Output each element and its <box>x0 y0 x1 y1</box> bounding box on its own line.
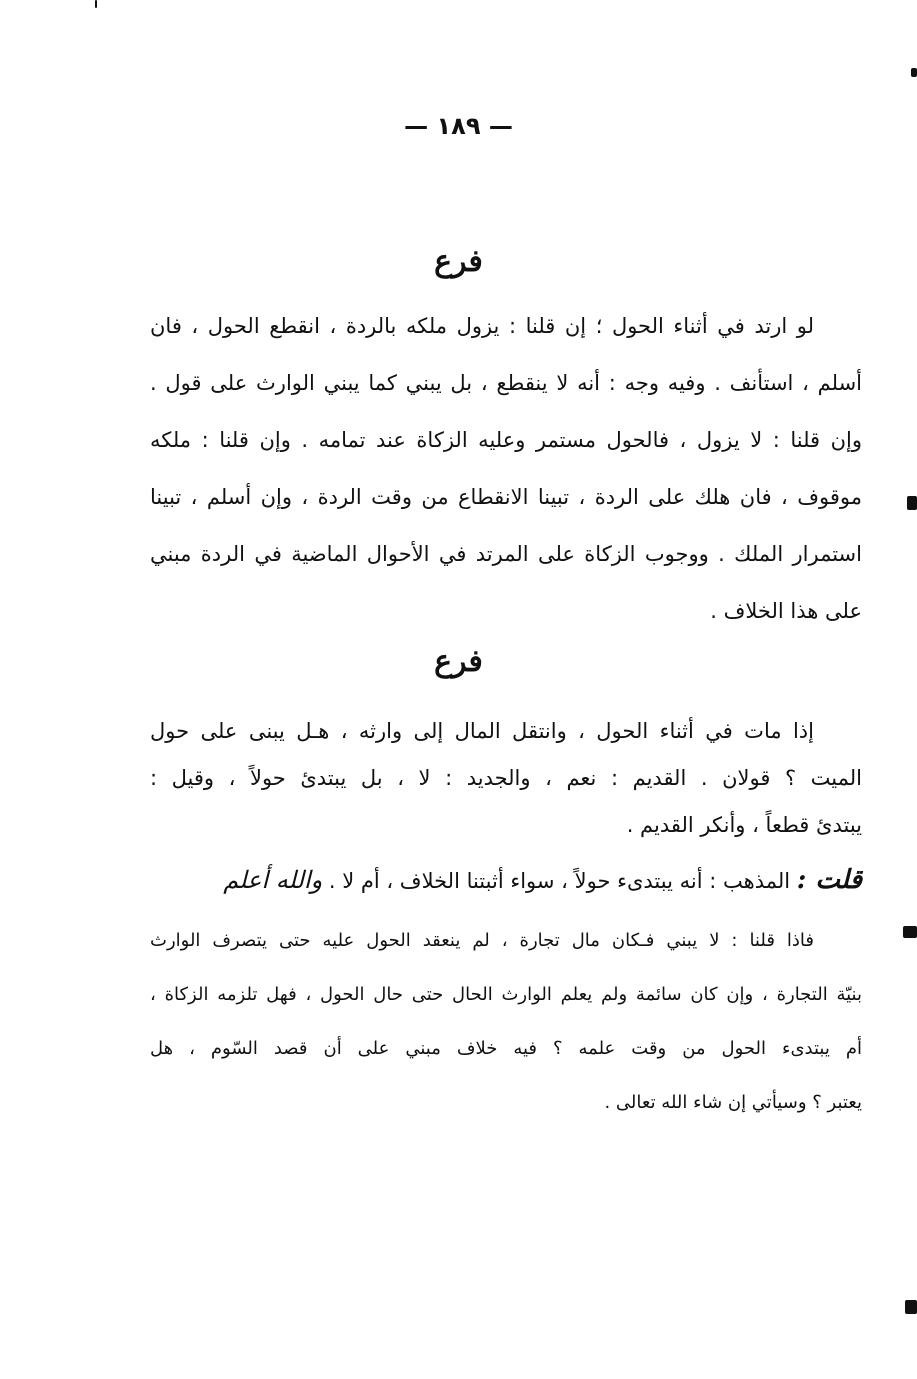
footnote-line: بنيّة التجارة ، وإن كان سائمة ولم يعلم الوارث الحال حتى حال الحول ، فهل تلزمه الزكاة ، <box>150 984 862 1005</box>
footnote-line: فاذا قلنا : لا يبني فـكان مال تجارة ، لم ينعقد الحول عليه حتى يتصرف الوارث <box>150 930 814 951</box>
edge-mark <box>911 68 917 77</box>
text-line: موقوف ، فان هلك على الردة ، تبينا الانقطاع من وقت الردة ، وإن أسلم ، تبينا <box>150 485 862 509</box>
edge-mark <box>95 0 97 8</box>
edge-mark <box>905 1300 917 1314</box>
note-body: المذهب : أنه يبتدىء حولاً ، سواء أثبتنا الخلاف ، أم لا . <box>328 869 791 893</box>
edge-mark <box>903 926 917 938</box>
page-number: — ١٨٩ — <box>404 112 513 140</box>
text-line: لو ارتد في أثناء الحول ؛ إن قلنا : يزول ملكه بالردة ، انقطع الحول ، فان <box>150 314 814 338</box>
note-prefix: قلت : <box>796 865 862 895</box>
text-line: أسلم ، استأنف . وفيه وجه : أنه لا ينقطع ، بل يبني كما يبني الوارث على قول . <box>150 371 862 395</box>
section-body <box>150 708 862 849</box>
section-body <box>150 298 862 640</box>
section-heading: فرع <box>434 644 483 679</box>
text-line: على هذا الخلاف . <box>710 599 862 623</box>
edge-mark <box>907 496 917 510</box>
text-line: الميت ؟ قولان . القديم : نعم ، والجديد : لا ، بل يبتدئ حولاً ، وقيل : <box>150 766 862 790</box>
footnote-line: أم يبتدىء الحول من وقت علمه ؟ فيه خلاف مبني على أن قصد السّوم ، هل <box>150 1038 862 1059</box>
editor-note <box>150 852 862 908</box>
section-heading: فرع <box>434 244 483 279</box>
footnote-block <box>150 914 862 1130</box>
text-line: استمرار الملك . ووجوب الزكاة على المرتد في الأحوال الماضية في الردة مبني <box>150 542 862 566</box>
note-suffix: والله أعلم <box>223 866 323 894</box>
text-line: إذا مات في أثناء الحول ، وانتقل المال إلى وارثه ، هـل يبنى على حول <box>150 719 814 743</box>
text-line: وإن قلنا : لا يزول ، فالحول مستمر وعليه الزكاة عند تمامه . وإن قلنا : ملكه <box>150 428 862 452</box>
text-line: يبتدئ قطعاً ، وأنكر القديم . <box>626 813 862 837</box>
footnote-line: يعتبر ؟ وسيأتي إن شاء الله تعالى . <box>604 1092 862 1113</box>
